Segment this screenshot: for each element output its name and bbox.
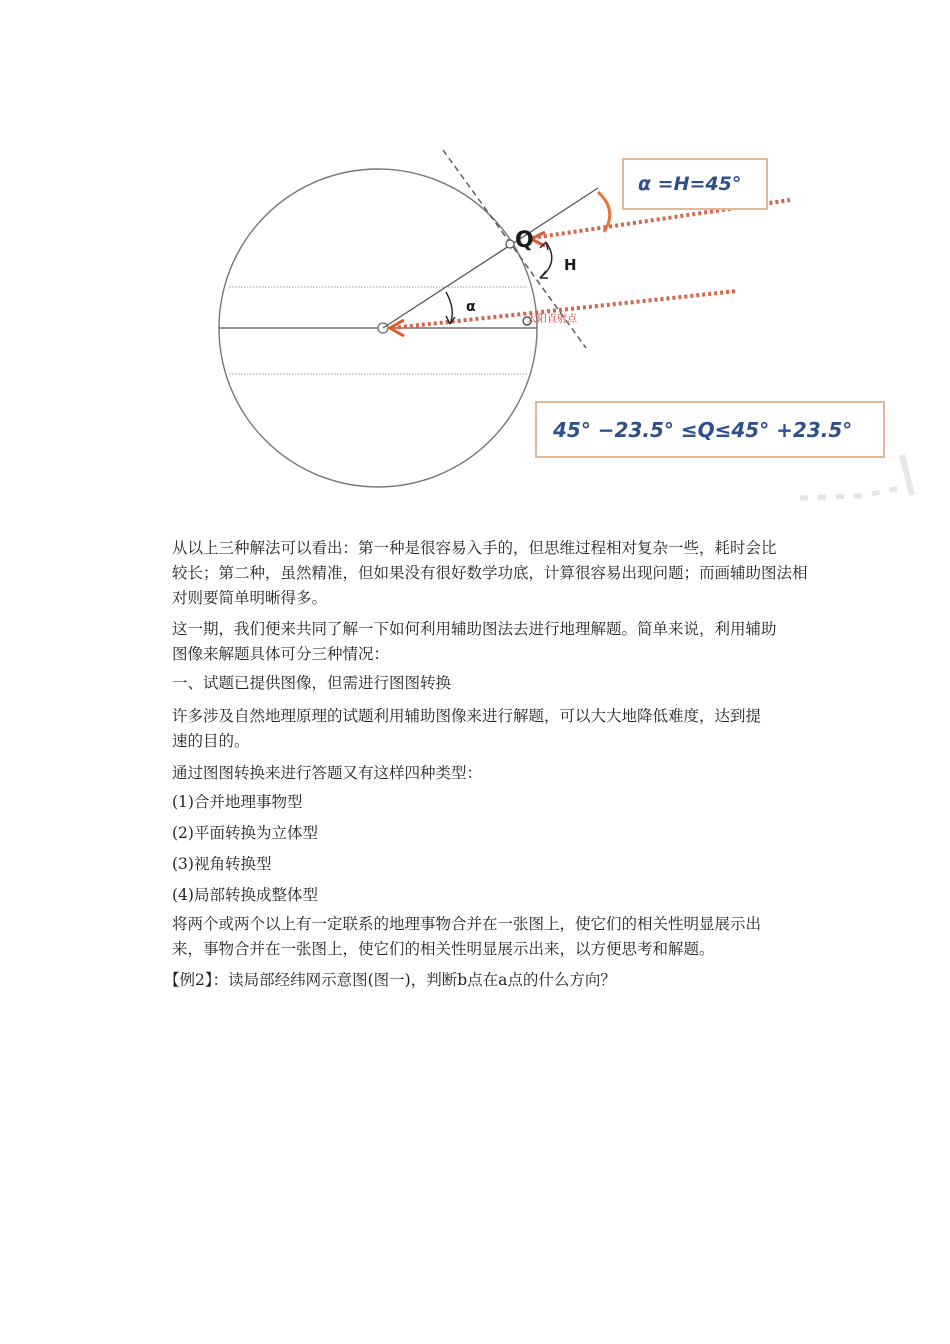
paragraph-line: 这一期，我们便来共同了解一下如何利用辅助图法去进行地理解题。简单来说，利用辅助 [172, 620, 777, 638]
list-item [172, 852, 812, 877]
paragraph-line: 图像来解题具体可分三种情况： [172, 645, 390, 663]
list-item [172, 821, 812, 846]
paragraph-line: 较长；第二种，虽然精准，但如果没有很好数学功底，计算很容易出现问题；而画辅助图法相对则要简单明晰得多。 [172, 564, 808, 607]
example-question [164, 968, 812, 993]
label-subsolar-point: 太阳直射点 [527, 314, 577, 325]
list-item-text: (2)平面转换为立体型 [172, 824, 318, 842]
scan-mark-2 [902, 455, 912, 495]
paragraph-merge [172, 912, 812, 962]
solar-angle-figure [0, 0, 950, 520]
point-q-marker [506, 240, 514, 248]
paragraph-intro [172, 617, 812, 667]
example-question-text: 【例2】：读局部经纬网示意图(图一)，判断b点在a点的什么方向？ [164, 971, 616, 989]
list-item [172, 790, 812, 815]
paragraph-line: 速的目的。 [172, 732, 250, 750]
label-h: H [564, 256, 577, 274]
list-item-text: (1)合并地理事物型 [172, 793, 303, 811]
paragraph-conclusion [172, 536, 812, 611]
list-item-text: (3)视角转换型 [172, 855, 272, 873]
paragraph-types-intro [172, 761, 812, 786]
section-heading-text: 一、试题已提供图像，但需进行图图转换 [172, 674, 452, 692]
paragraph-line: 将两个或两个以上有一定联系的地理事物合并在一张图上，使它们的相关性明显展示出 [172, 915, 762, 933]
formula-top-text: α =H=45° [638, 173, 742, 195]
paragraph-line: 从以上三种解法可以看出：第一种是很容易入手的，但思维过程相对复杂一些，耗时会比 [172, 539, 777, 557]
paragraph-line: 来，事物合并在一张图上，使它们的相关性明显展示出来，以方便思考和解题。 [172, 940, 715, 958]
angle-arc-h [540, 242, 552, 278]
list-item-text: (4)局部转换成整体型 [172, 886, 318, 904]
label-q: Q [515, 228, 534, 253]
formula-box-top [622, 158, 768, 210]
scan-mark [800, 488, 900, 498]
paragraph-line: 通过图图转换来进行答题又有这样四种类型： [172, 764, 483, 782]
paragraph-line: 许多涉及自然地理原理的试题利用辅助图像来进行解题，可以大大地降低难度，达到提 [172, 707, 762, 725]
section-heading [172, 671, 812, 696]
list-item [172, 883, 812, 908]
formula-box-bottom [535, 401, 885, 458]
formula-bottom-text: 45° −23.5° ≤Q≤45° +23.5° [553, 417, 853, 442]
paragraph-explanation [172, 704, 812, 754]
label-alpha: α [466, 299, 476, 315]
